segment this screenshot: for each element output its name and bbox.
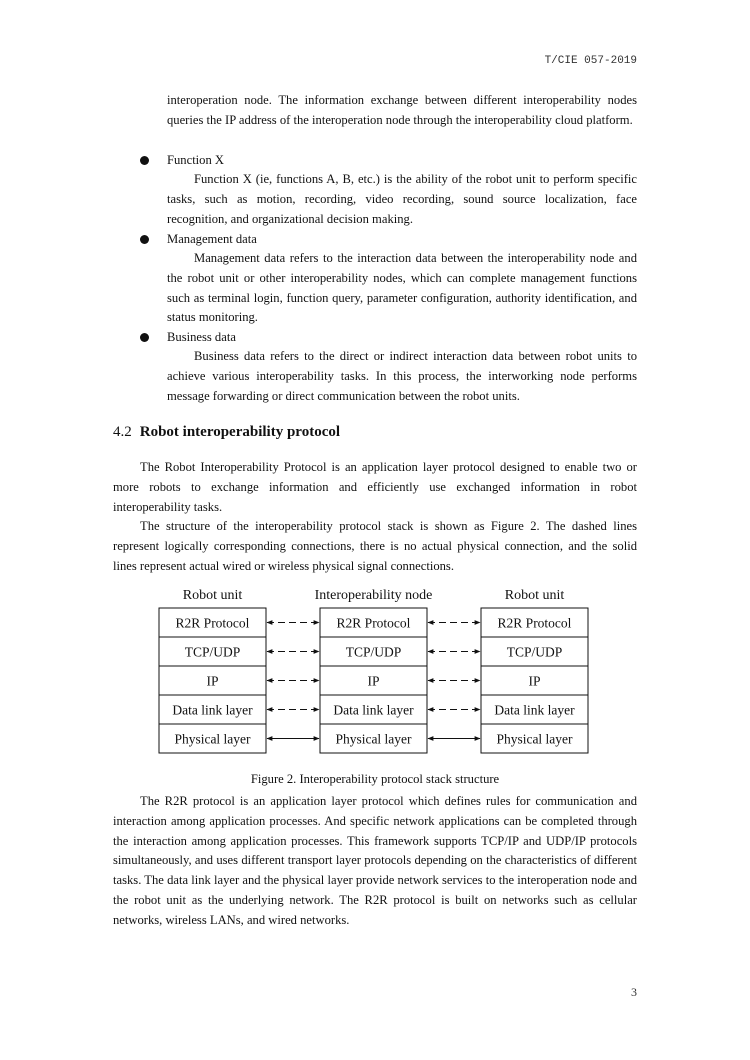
layer-label: Physical layer	[174, 731, 251, 747]
bullet-dot-icon	[140, 333, 149, 342]
page-number: 3	[631, 985, 637, 999]
bullet-label: Function X	[167, 153, 225, 167]
layer-label: R2R Protocol	[497, 615, 572, 631]
closing-paragraph: The R2R protocol is an application layer protocol which defines rules for communication and interaction among application processes. And specific network applications can be completed through the interaction among application processes. This framework supports TCP/IP and UDP/IP protocols simultaneously, and uses different transport layer protocols depending on the characteristics of different tasks. The data link layer and the physical layer provide network services to the interoperation node and the robot unit as the underlying network. The R2R protocol is built on networks such as cellular networks, wireless LANs, and wired networks.	[113, 794, 637, 927]
continued-paragraph: interoperation node. The information exchange between different interoperability nodes queries the IP address of the interoperation node through the interoperability cloud platform.	[167, 93, 637, 127]
layer-label: IP	[367, 673, 380, 689]
layer-label: Data link layer	[333, 702, 414, 718]
section-paragraph-2: The structure of the interoperability protocol stack is shown as Figure 2. The dashed lines represent logically corresponding connections, there is no actual physical connection, and the solid lines represent actual wired or wireless physical signal connections.	[113, 519, 637, 573]
bullet-business-data	[140, 327, 637, 347]
bullet-paragraph: Management data refers to the interaction data between the interoperability node and the robot unit or other interoperability nodes, which can complete management functions such as terminal login, function query, parameter configuration, authority identification, and status monitoring.	[167, 251, 637, 325]
layer-label: R2R Protocol	[175, 615, 250, 631]
layer-label: IP	[528, 673, 541, 689]
figure-caption: Figure 2. Interoperability protocol stack structure	[250, 772, 500, 786]
bullet-paragraph: Business data refers to the direct or indirect interaction data between robot units to achieve various interoperability tasks. In this process, the interworking node performs message forwarding or direct communication between the robot units.	[167, 349, 637, 403]
bullet-function-x	[140, 150, 637, 170]
layer-label: TCP/UDP	[506, 644, 563, 660]
bullet-dot-icon	[140, 156, 149, 165]
bullet-management-data	[140, 229, 637, 249]
column-header: Interoperability node	[314, 588, 433, 603]
layer-label: TCP/UDP	[345, 644, 402, 660]
layer-label: R2R Protocol	[336, 615, 411, 631]
column-header: Robot unit	[504, 588, 565, 603]
layer-label: IP	[206, 673, 219, 689]
bullet-dot-icon	[140, 235, 149, 244]
document-id-header: T/CIE 057-2019	[544, 55, 637, 67]
layer-label: TCP/UDP	[184, 644, 241, 660]
layer-label: Data link layer	[494, 702, 575, 718]
layer-label: Physical layer	[496, 731, 573, 747]
bullet-label: Management data	[167, 232, 257, 246]
section-paragraph-1: The Robot Interoperability Protocol is an application layer protocol designed to enable two or more robots to exchange information and efficiently use exchanged information in robot interoperability tasks.	[113, 460, 637, 514]
section-title: Robot interoperability protocol	[139, 424, 341, 440]
section-number: 4.2	[113, 424, 132, 440]
section-heading	[113, 424, 340, 441]
column-header: Robot unit	[182, 588, 243, 603]
layer-label: Data link layer	[172, 702, 253, 718]
layer-label: Physical layer	[335, 731, 412, 747]
protocol-stack-figure	[140, 582, 610, 757]
bullet-label: Business data	[167, 330, 236, 344]
bullet-paragraph: Function X (ie, functions A, B, etc.) is the ability of the robot unit to perform specific tasks, such as motion, recording, video recording, sound source localization, face recognition, and organizational decision making.	[167, 172, 637, 226]
protocol-stack-diagram	[140, 582, 610, 757]
